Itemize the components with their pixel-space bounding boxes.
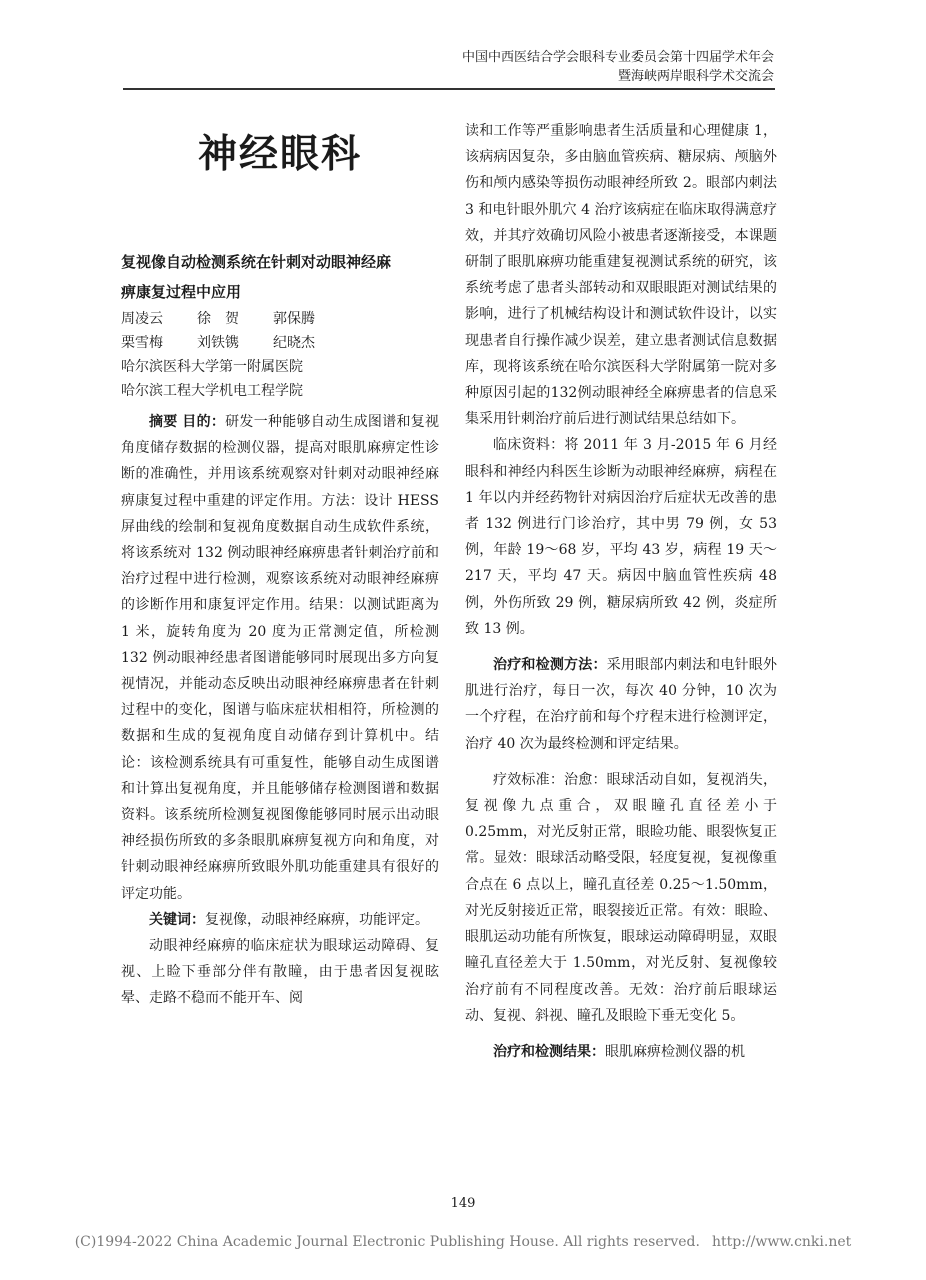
section-title: 神经眼科 [197,132,362,177]
results-label: 治疗和检测结果： [493,1043,605,1060]
intro-paragraph-start: 动眼神经麻痹的临床症状为眼球运动障碍、复视、上睑下垂部分伴有散瞳，由于患者因复视眩晕、走路不稳而不能开车、阅 [121,938,439,1007]
abstract-paragraph [121,409,439,907]
abstract-text: 研发一种能够自动生成图谱和复视角度储存数据的检测仪器，提高对眼肌麻痹定性诊断的准确性，并用该系统观察对针刺对动眼神经麻痹康复过程中重建的评定作用。方法：设计 HESS 屏曲线的绘制和复视角度数据自动生成软件系统，将该系统对 132 例动眼神经麻痹患者针刺治疗前和治疗过程中进行检测，观察该系统对动眼神经麻痹的诊断作用和康复评定作用。结果：以测试距离为 1 米，旋转角度为 20 度为正常测定值，所检测 132 例动眼神经患者图谱能够同时展现出多方向复视情况，并能动态反映出动眼神经麻痹患者在针刺过程中的变化，图谱与临床症状相相符，所检测的数据和生成的复视角度自动储存到计算机中。结论：该检测系统具有可重复性，能够自动生成图谱和计算出复视角度，并且能够储存检测图谱和数据资料。该系统所检测复视图像能够同时展示出动眼神经损伤所致的多条眼肌麻痹复视方向和角度，对针刺动眼神经麻痹所致眼外肌功能重建具有很好的评定功能。 [121,414,440,902]
copyright-text: (C)1994-2022 China Academic Journal Electronic Publishing House. All rights reserved. [74,1234,700,1250]
header-line-2: 暨海峡两岸眼科学术交流会 [617,69,774,84]
clinical-paragraph: 临床资料：将 2011 年 3 月-2015 年 6 月经眼科和神经内科医生诊断为动眼神经麻痹，病程在 1 年以内并经药物针对病因治疗后症状无改善的患者 132 例进行门诊治疗，其中男 79 例，女 53 例，年龄 19～68 岁，平均 43 岁，病程 19 天～217 天，平均 47 天。病因中脑血管性疾病 48 例，外伤所致 29 例，糖尿病所致 42 例，炎症所致 13 例。 [465,437,777,637]
keywords-text: 复视像，动眼神经麻痹，功能评定。 [205,911,429,928]
affiliation: 哈尔滨医科大学第一附属医院 [121,359,303,375]
results-text: 眼肌麻痹检测仪器的机 [605,1043,745,1060]
header-line-1: 中国中西医结合学会眼科专业委员会第十四届学术年会 [461,50,774,65]
page-number: 149 [450,1196,476,1211]
author: 纪晓杰 [273,335,315,351]
authors-row-2 [121,331,439,355]
criteria-paragraph: 疗效标准：治愈：眼球活动自如，复视消失，复视像九点重合，双眼瞳孔直径差小于 0.25mm，对光反射正常，眼睑功能、眼裂恢复正常。显效：眼球活动略受限，轻度复视，复视像重合点在 6 点以上，瞳孔直径差 0.25～1.50mm，对光反射接近正常，眼裂接近正常。有效：眼睑、眼肌运动功能有所恢复，眼球运动障碍明显，双眼瞳孔直径差大于 1.50mm，对光反射、复视像较治疗前有不同程度改善。无效：治疗前后眼球运动、复视、斜视、瞳孔及眼睑下垂无变化 5。 [465,771,777,1024]
keywords-label: 关键词： [149,911,205,928]
intro-paragraph-continued: 读和工作等严重影响患者生活质量和心理健康 1，该病病因复杂，多由脑血管疾病、糖尿病、颅脑外伤和颅内感染等损伤动眼神经所致 2。眼部内刺法 3 和电针眼外肌穴 4 治疗该病症在临床取得满意疗效，并其疗效确切风险小被患者逐渐接受，本课题研制了眼肌麻痹功能重建复视测试系统的研究，该系统考虑了患者头部转动和双眼眼距对测试结果的影响，进行了机械结构设计和测试软件设计，以实现患者自行操作减少误差，建立患者测试信息数据库，现将该系统在哈尔滨医科大学附属第一院对多种原因引起的132例动眼神经全麻痹患者的信息采集采用针刺治疗前后进行测试结果总结如下。 [465,123,777,428]
results-paragraph [465,1039,777,1065]
authors-row-1 [121,307,439,331]
running-header [462,48,774,86]
methods-text: 采用眼部内刺法和电针眼外肌进行治疗，每日一次，每次 40 分钟，10 次为一个疗程，在治疗前和每个疗程末进行检测评定，治疗 40 次为最终检测和评定结果。 [465,657,778,752]
author: 周凌云 [121,311,163,327]
article-title-line-1: 复视像自动检测系统在针刺对动眼神经麻 [121,253,392,271]
author: 徐 贺 [197,311,239,327]
purpose-label: 目的： [182,414,226,430]
header-rule [123,88,775,90]
left-column [121,125,439,1012]
keywords-paragraph [121,907,439,933]
author: 郭保腾 [273,311,315,327]
right-column [465,118,777,1065]
author: 刘铁镌 [197,335,239,351]
copyright-footer [0,1234,926,1250]
author: 栗雪梅 [121,335,163,351]
abstract-label: 摘要 [149,414,178,430]
methods-label: 治疗和检测方法： [493,657,607,674]
affiliation: 哈尔滨工程大学机电工程学院 [121,383,303,399]
article-title-line-2: 痹康复过程中应用 [121,283,242,301]
methods-paragraph [465,652,777,757]
footer-url: http://www.cnki.net [711,1234,852,1250]
